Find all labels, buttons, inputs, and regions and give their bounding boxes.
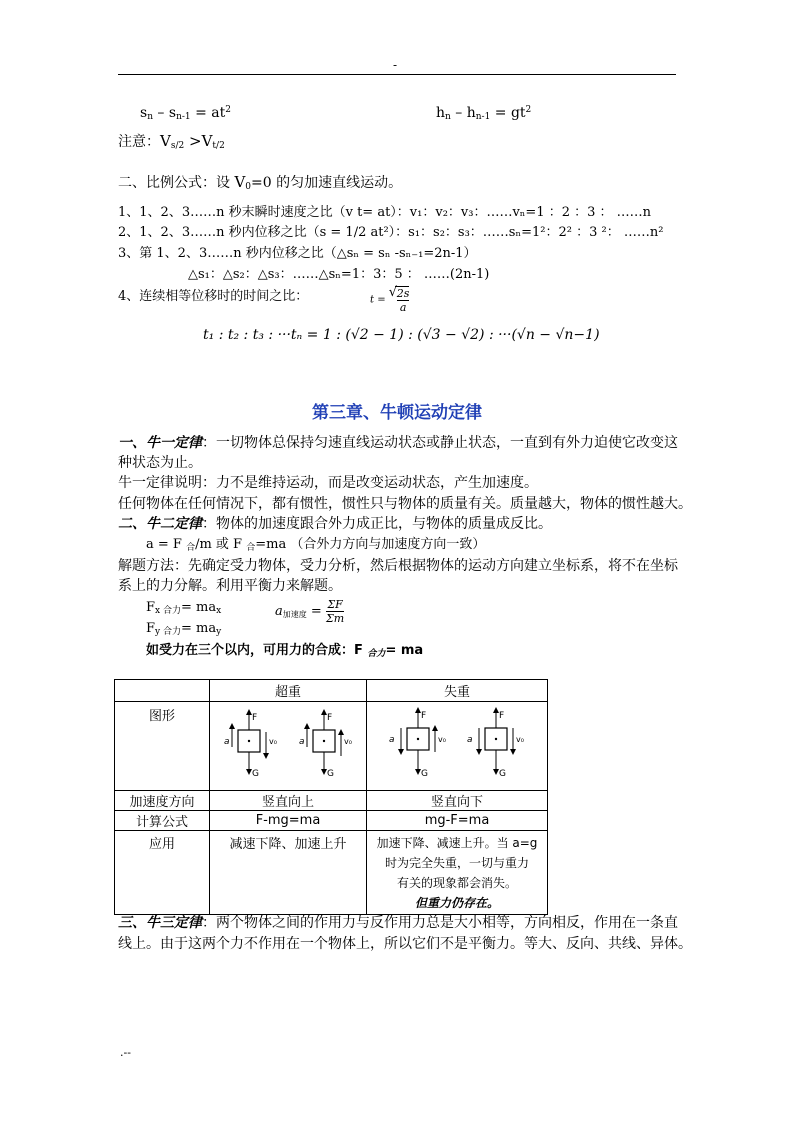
newton2-fraction: $a_{加速度}$ = $\frac{\Sigma F}{\Sigma m}$ bbox=[275, 598, 345, 625]
fig-label-F: F bbox=[327, 713, 333, 723]
ratio-line-4: 4、连续相等位移时的时间之比： bbox=[118, 289, 309, 304]
weight-table bbox=[114, 679, 548, 915]
fig-label-F: F bbox=[421, 711, 427, 721]
fig-label-v0: v₀ bbox=[269, 737, 277, 746]
table-header-row bbox=[115, 680, 548, 702]
fig-label-a: a bbox=[467, 735, 473, 745]
super-weight-diagram bbox=[210, 702, 366, 786]
fig-label-G: G bbox=[327, 769, 334, 779]
app-loss-line-3: 有关的现象都会消失。 bbox=[396, 876, 517, 890]
app-loss bbox=[367, 831, 548, 915]
fig-label-v0: v₀ bbox=[344, 737, 352, 746]
calc-loss: mg-F=ma bbox=[367, 811, 548, 831]
header-mark: - bbox=[393, 58, 398, 72]
figure-super bbox=[210, 702, 367, 791]
newton1-inertia: 任何物体在任何情况下，都有惯性，惯性只与物体的质量有关。质量越大，物体的惯性越大。 bbox=[118, 496, 692, 512]
newton2-fx: $F_{x 合力}= ma_x$ bbox=[146, 600, 222, 616]
newton2-formula: a = F $_合$/m 或 F $_合$=ma （合外力方向与加速度方向一致） bbox=[146, 537, 486, 553]
newton2-line: 二、牛二定律：物体的加速度跟合外力成正比，与物体的质量成反比。 bbox=[118, 516, 552, 532]
label-figure: 图形 bbox=[115, 702, 210, 791]
newton3-line: 三、牛三定律：两个物体之间的作用力与反作用力总是大小相等，方向相反，作用在一条直 bbox=[118, 915, 678, 931]
ratio-line-2: 2、1、2、3……n 秒内位移之比（s = 1/2 at²）：s₁：s₂：s₃：……sₙ=1²：2² ：3 ²： ……n² bbox=[118, 225, 664, 240]
loss-diagram-left bbox=[389, 710, 446, 779]
formula-sn: $s_n - s_{n-1} = at^2$ bbox=[140, 105, 231, 122]
fig-label-a: a bbox=[299, 737, 305, 747]
newton1-explanation: 牛一定律说明：力不是维持运动，而是改变运动状态，产生加速度。 bbox=[118, 475, 538, 491]
newton2-method-2: 系上的力分解。利用平衡力来解题。 bbox=[118, 578, 342, 594]
fig-label-F: F bbox=[499, 711, 505, 721]
sqrt-sign: √ bbox=[388, 285, 398, 300]
loss-weight-diagram bbox=[367, 702, 547, 786]
fig-label-v0: v₀ bbox=[516, 735, 524, 744]
fig-label-F: F bbox=[252, 713, 258, 723]
time-formula: t = √ $\frac{2s}{a}$ bbox=[370, 285, 410, 314]
fig-label-a: a bbox=[224, 737, 230, 747]
newton2-fy: $F_{y 合力}= ma_y$ bbox=[146, 621, 222, 637]
note-line: 注意：$V_{s/2} >V_{t/2}$ bbox=[118, 132, 225, 151]
app-loss-line-1: 加速下降、减速上升。当 a=g bbox=[376, 836, 538, 850]
label-calc: 计算公式 bbox=[115, 811, 210, 831]
footer-mark: .-- bbox=[120, 1046, 131, 1059]
chapter-title: 第三章、牛顿运动定律 bbox=[312, 403, 482, 423]
newton2-bold-line: 如受力在三个以内，可用力的合成：F $_{合力}$= ma bbox=[146, 643, 424, 659]
acc-super: 竖直向上 bbox=[210, 791, 367, 811]
header-rule bbox=[118, 74, 676, 75]
ratio-line-1: 1、1、2、3……n 秒末瞬时速度之比（v t= at）：v₁：v₂：v₃：……vₙ=1 ：2 ：3 ： ……n bbox=[118, 205, 652, 220]
fig-label-G: G bbox=[499, 769, 506, 779]
newton1-line: 一、牛一定律：一切物体总保持匀速直线运动状态或静止状态，一直到有外力迫使它改变这 bbox=[118, 435, 678, 451]
header-loss: 失重 bbox=[367, 680, 548, 702]
label-app: 应用 bbox=[115, 831, 210, 915]
fig-label-G: G bbox=[252, 769, 259, 779]
app-loss-line-2: 时为完全失重，一切与重力 bbox=[384, 856, 529, 870]
fig-label-a: a bbox=[389, 735, 395, 745]
ratio-line-3b: △s₁：△s₂：△s₃：……△sₙ=1：3：5 ： ……(2n-1) bbox=[188, 267, 490, 282]
header-super: 超重 bbox=[210, 680, 367, 702]
app-super: 减速下降、加速上升 bbox=[210, 831, 367, 915]
newton3-line-2: 线上。由于这两个力不作用在一个物体上，所以它们不是平衡力。等大、反向、共线、异体。 bbox=[118, 936, 692, 952]
super-diagram-right bbox=[299, 712, 352, 779]
newton2-method: 解题方法：先确定受力物体，受力分析，然后根据物体的运动方向建立坐标系，将不在坐标 bbox=[118, 558, 678, 574]
newton1-line-2: 种状态为止。 bbox=[118, 455, 202, 471]
figure-loss bbox=[367, 702, 548, 791]
table-row-app bbox=[115, 831, 548, 915]
table-row-figure bbox=[115, 702, 548, 791]
table-row-calc bbox=[115, 811, 548, 831]
calc-super: F-mg=ma bbox=[210, 811, 367, 831]
app-loss-line-4: 但重力仍存在。 bbox=[414, 896, 499, 910]
ratio-heading: 二、比例公式：设 $V_0=0$ 的匀加速直线运动。 bbox=[118, 173, 403, 192]
fig-label-v0: v₀ bbox=[438, 735, 446, 744]
sqrt-expression: √ $\frac{2s}{a}$ bbox=[388, 285, 410, 314]
acc-loss: 竖直向下 bbox=[367, 791, 548, 811]
time-ratio-formula: t₁ : t₂ : t₃ : ···tₙ = 1 : (√2 − 1) : (√3 − √2) : ···(√n − √n−1) bbox=[203, 327, 600, 343]
ratio-line-3: 3、第 1、2、3……n 秒内位移之比（△sₙ = sₙ -sₙ₋₁=2n-1） bbox=[118, 246, 477, 261]
formula-hn: $h_n - h_{n-1} = gt^2$ bbox=[436, 105, 532, 122]
table-corner-cell bbox=[115, 680, 210, 702]
super-diagram-left bbox=[224, 712, 277, 779]
loss-diagram-right bbox=[467, 710, 524, 779]
label-acc: 加速度方向 bbox=[115, 791, 210, 811]
fig-label-G: G bbox=[421, 769, 428, 779]
table-row-acc bbox=[115, 791, 548, 811]
